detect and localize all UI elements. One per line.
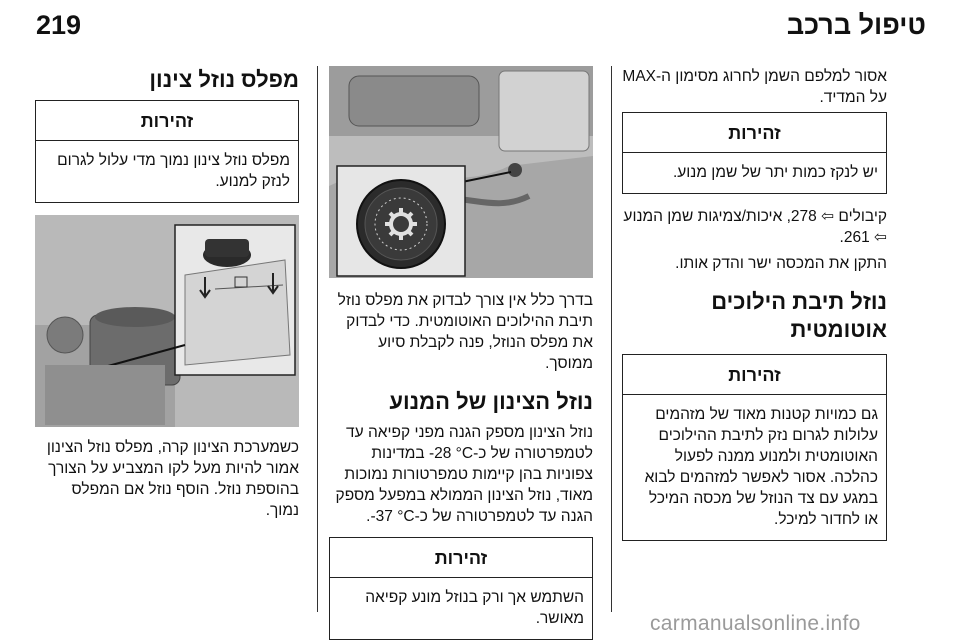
coolant-level-text: כשמערכת הצינון קרה, מפלס נוזל הצינון אמור להיות מעל לקו המצביע על הצורך בהוספת נוזל. הוסף נוזל אם המפלס נמוך. xyxy=(46,439,299,519)
oil-reference-text: קיבולים ⇦ 278, איכות/צמיגות שמן המנוע ⇦ 261. xyxy=(623,208,887,246)
page-number: 219 xyxy=(36,10,82,40)
warning-title: זהירות xyxy=(623,355,886,395)
left-column xyxy=(35,66,299,521)
transmission-check-text: בדרך כלל אין צורך לבדוק את מפלס נוזל תיבת ההילוכים האוטומטית. כדי לבדוק את מפלס הנוזל, פנה לקבלת סיוע ממוסך. xyxy=(337,292,593,372)
warning-title: זהירות xyxy=(36,101,298,141)
warning-text: מפלס נוזל צינון נמוך מדי עלול לגרום לנזק למנוע. xyxy=(57,152,290,190)
cap-install-text: התקן את המכסה ישר והדק אותו. xyxy=(675,255,887,272)
coolant-reservoir-illustration xyxy=(35,215,299,427)
transmission-cap-photo xyxy=(329,66,593,278)
page-header xyxy=(36,10,926,50)
section-title-transmission-fluid: נוזל תיבת הילוכים אוטומטית xyxy=(711,289,887,342)
warning-text: יש לנקז כמות יתר של שמן מנוע. xyxy=(672,164,878,181)
warning-text: גם כמויות קטנות מאוד של מזהמים עלולות לגרום נזק לתיבת ההילוכים האוטומטית ולמנוע ממנה לפעול כהלכה. אסור לאפשר למזהמים לבוא במגע עם צד הנוזל של מכסה המיכל או לחדור למיכל. xyxy=(644,406,878,528)
section-title-coolant-level: מפלס נוזל צינון xyxy=(149,67,299,92)
section-title-engine-coolant: נוזל הצינון של המנוע xyxy=(389,389,593,414)
warning-title: זהירות xyxy=(623,113,886,153)
warning-box xyxy=(35,100,299,203)
coolant-body-text: נוזל הצינון מספק הגנה מפני קפיאה עד לטמפרטורה של כ-‎-28 °C‎ במדינות צפוניות בהן קיימות טמפרטורות נמוכות מאוד, נוזל הצינון הממולא במפעל מספק הגנה עד לטמפרטורה של כ-‎-37 °C‎. xyxy=(335,424,593,525)
warning-box xyxy=(622,354,887,541)
warning-box xyxy=(329,537,593,640)
column-divider xyxy=(317,66,318,612)
chapter-title: טיפול ברכב xyxy=(786,10,926,40)
engine-bay-illustration xyxy=(329,66,593,278)
oil-level-intro: אסור למלפם השמן לחרוג מסימון ה-MAX על המדיד. xyxy=(622,68,887,106)
warning-title: זהירות xyxy=(330,538,592,578)
watermark: carmanualsonline.info xyxy=(650,612,861,635)
warning-box xyxy=(622,112,887,194)
middle-column xyxy=(329,66,593,640)
coolant-reservoir-photo xyxy=(35,215,299,427)
warning-text: השתמש אך ורק בנוזל מונע קפיאה מאושר. xyxy=(365,589,584,627)
right-column xyxy=(622,66,887,541)
column-divider xyxy=(611,66,612,612)
